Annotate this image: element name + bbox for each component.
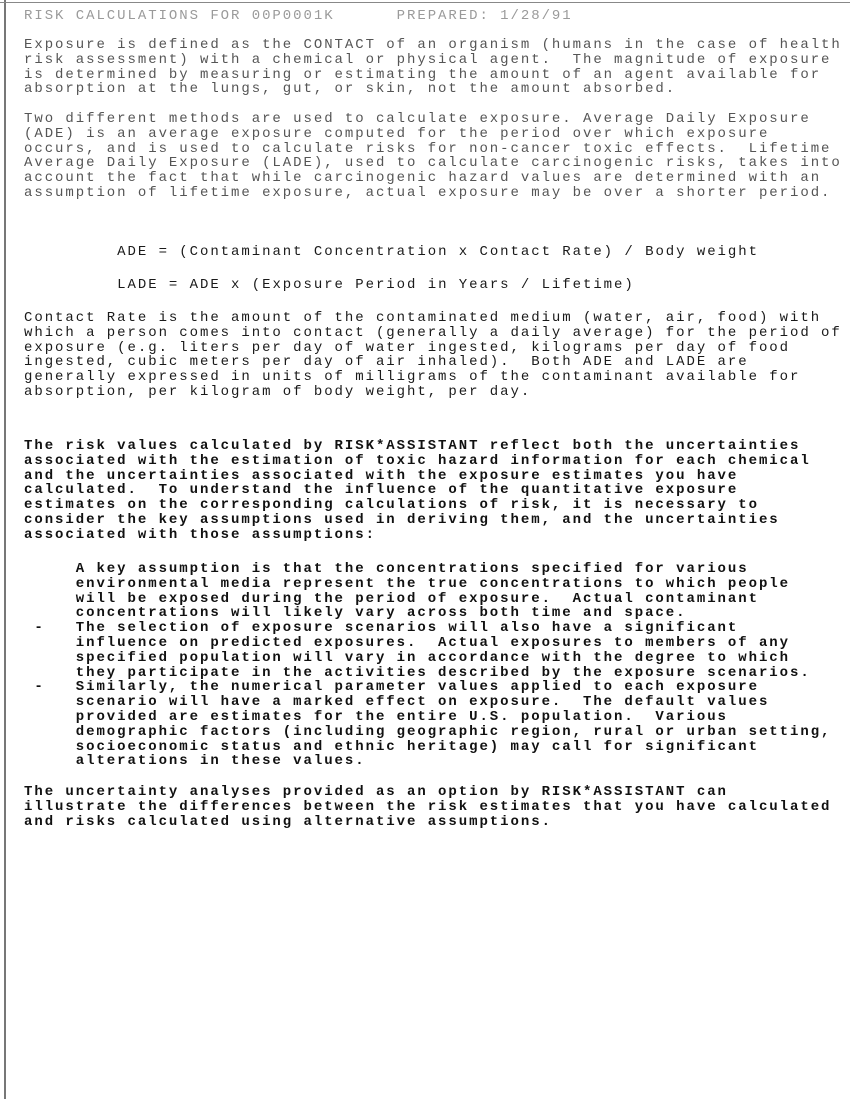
header-title: RISK CALCULATIONS FOR 00P0001K [24,8,335,24]
text-line: account the fact that while carcinogenic hazard values are determined with an [24,170,822,187]
paragraph-uncertainty-analyses [24,785,831,829]
text-line: demographic factors (including geographic region, rural or urban setting, [24,723,832,740]
text-line: risk assessment) with a chemical or physical agent. The magnitude of exposure [24,51,832,68]
text-line: calculated. To understand the influence of the quantitative exposure [24,482,739,499]
text-line: - The selection of exposure scenarios will also have a significant [24,620,739,637]
text-line: ingested, cubic meters per day of air inhaled). Both ADE and LADE are [24,354,749,371]
text-line: Contact Rate is the amount of the contaminated medium (water, air, food) with [24,310,822,326]
formula-lade [24,278,635,293]
text-line: associated with those assumptions: [24,526,376,543]
paragraph-risk-uncertainties [24,439,811,543]
text-line: influence on predicted exposures. Actual exposures to members of any [24,634,791,651]
header-prepared: PREPARED: 1/28/91 [396,8,573,24]
text-line: Exposure is defined as the CONTACT of an organism (humans in the case of health [24,37,842,53]
text-line: The risk values calculated by RISK*ASSISTANT reflect both the uncertainties [24,438,801,454]
text-line: and risks calculated using alternative assumptions. [24,813,552,830]
text-line: consider the key assumptions used in deriving them, and the uncertainties [24,511,780,528]
text-line: will be exposed during the period of exposure. Actual contaminant [24,590,759,607]
text-line: Average Daily Exposure (LADE), used to calculate carcinogenic risks, takes into [24,155,842,172]
text-line: alterations in these values. [24,753,366,770]
paragraph-exposure-definition [24,38,842,97]
text-line: specified population will vary in accordance with the degree to which [24,649,791,666]
text-line: estimates on the corresponding calculations of risk, it is necessary to [24,497,759,514]
text-line: (ADE) is an average exposure computed for the period over which exposure [24,125,770,142]
text-line: scenario will have a marked effect on exposure. The default values [24,694,770,711]
text-line: illustrate the differences between the risk estimates that you have calculated [24,798,832,815]
text-line: assumption of lifetime exposure, actual exposure may be over a shorter period. [24,184,832,201]
formula-ade-text: ADE = (Contaminant Concentration x Contact Rate) / Body weight [117,244,759,260]
text-line: The uncertainty analyses provided as an option by RISK*ASSISTANT can [24,784,728,800]
formula-ade [24,245,759,260]
text-line: socioeconomic status and ethnic heritage) may call for significant [24,738,759,755]
text-line: absorption, per kilogram of body weight, per day. [24,383,532,400]
formula-lade-text: LADE = ADE x (Exposure Period in Years / Lifetime) [117,277,635,293]
page-left-edge [4,0,6,1099]
text-line: A key assumption is that the concentrations specified for various [24,561,749,577]
text-line: which a person comes into contact (generally a daily average) for the period of [24,324,842,341]
text-line: Two different methods are used to calculate exposure. Average Daily Exposure [24,111,811,127]
page-top-edge [0,2,850,3]
text-line: occurs, and is used to calculate risks for non-cancer toxic effects. Lifetime [24,140,832,157]
text-line: environmental media represent the true concentrations to which people [24,575,791,592]
text-line: absorption at the lungs, gut, or skin, not the amount absorbed. [24,81,677,98]
paragraph-exposure-methods [24,112,842,201]
text-line: and the uncertainties associated with the exposure estimates you have [24,467,739,484]
text-line: - Similarly, the numerical parameter values applied to each exposure [24,679,759,696]
text-line: generally expressed in units of milligrams of the contaminant available for [24,369,801,386]
text-line: exposure (e.g. liters per day of water ingested, kilograms per day of food [24,339,791,356]
assumption-list [24,562,831,769]
text-line: concentrations will likely vary across both time and space. [24,605,687,622]
text-line: is determined by measuring or estimating the amount of an agent available for [24,66,822,83]
text-line: they participate in the activities described by the exposure scenarios. [24,664,811,681]
page-header [24,9,573,24]
text-line: associated with the estimation of toxic hazard information for each chemical [24,452,811,469]
text-line: provided are estimates for the entire U.S. population. Various [24,708,728,725]
paragraph-contact-rate [24,311,842,400]
